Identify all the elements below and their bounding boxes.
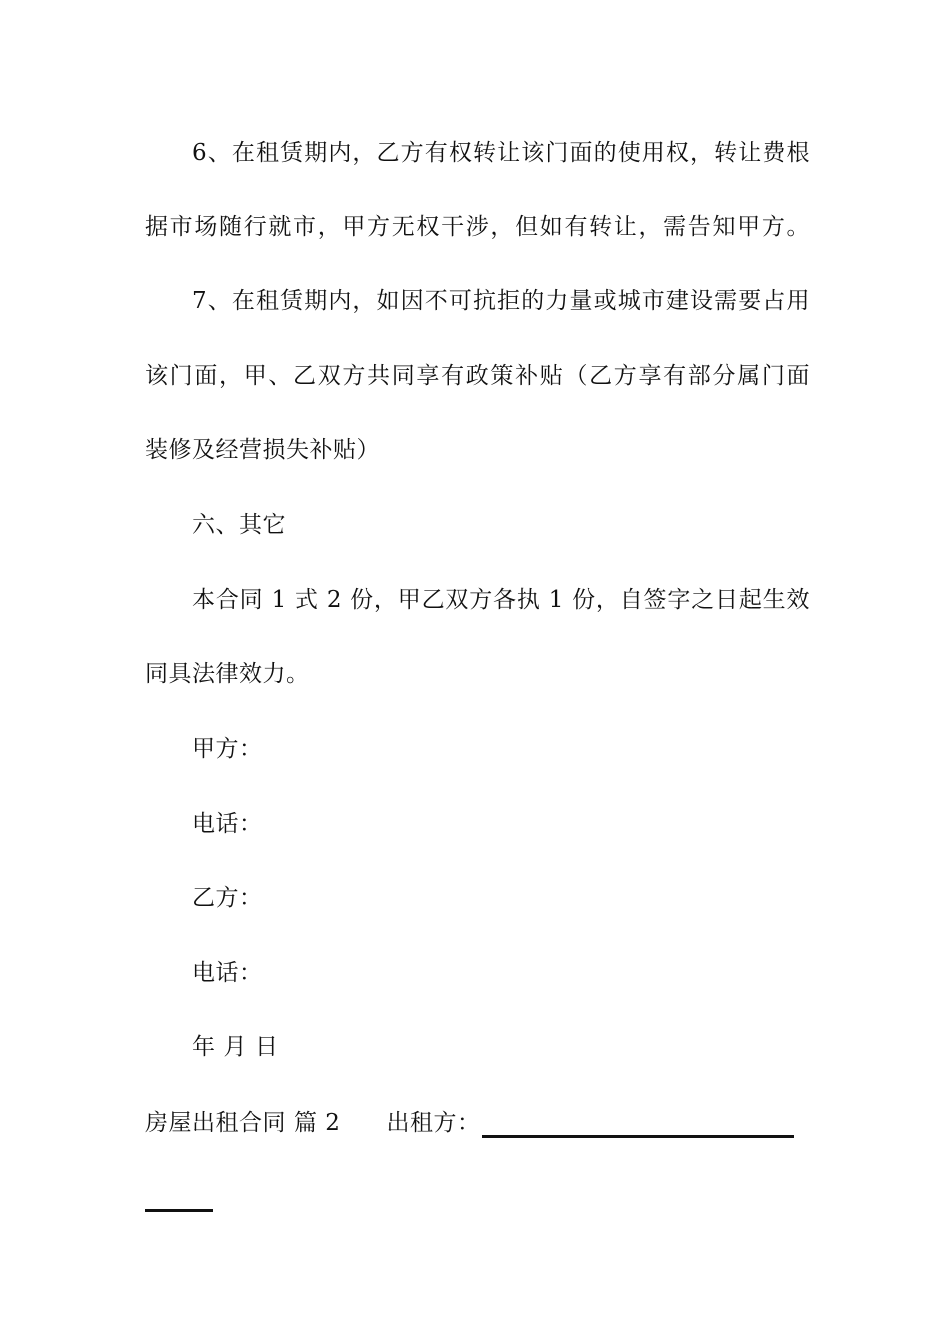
date-year: 年 [192,1034,216,1060]
party-a-label: 甲方： [192,736,263,762]
clause-7-line-2: 该门面，甲、乙双方共同享有政策补贴（乙方享有部分属门面 [145,363,810,389]
next-contract-title: 房屋出租合同 [145,1110,286,1136]
signature-date [192,1032,810,1062]
party-a-phone-label: 电话： [192,811,263,837]
closing-line-2: 同具法律效力。 [145,661,310,687]
lessor-blank-continuation [145,1182,810,1212]
date-month: 月 [223,1034,247,1060]
lessor-blank-line [482,1113,794,1138]
clause-6-line-1: 6、在租赁期内，乙方有权转让该门面的使用权，转让费根 [192,140,810,166]
party-b-label: 乙方： [192,885,263,911]
clause-7-line-1: 7、在租赁期内，如因不可抗拒的力量或城市建设需要占用 [192,288,810,314]
closing-line-1: 本合同 1 式 2 份，甲乙双方各执 1 份，自签字之日起生效 [192,587,810,613]
clause-6-line-2: 据市场随行就市，甲方无权干涉，但如有转让，需告知甲方。 [145,214,810,240]
clause-7-line-3: 装修及经营损失补贴） [145,437,380,463]
party-b-phone-label: 电话： [192,960,263,986]
lessor-blank-line-continued [145,1187,213,1212]
next-contract-article: 篇 2 [294,1110,341,1136]
next-contract-header [145,1108,810,1138]
date-day: 日 [255,1034,279,1060]
lessor-label: 出租方： [386,1110,481,1136]
section-heading-other: 六、其它 [192,512,286,538]
